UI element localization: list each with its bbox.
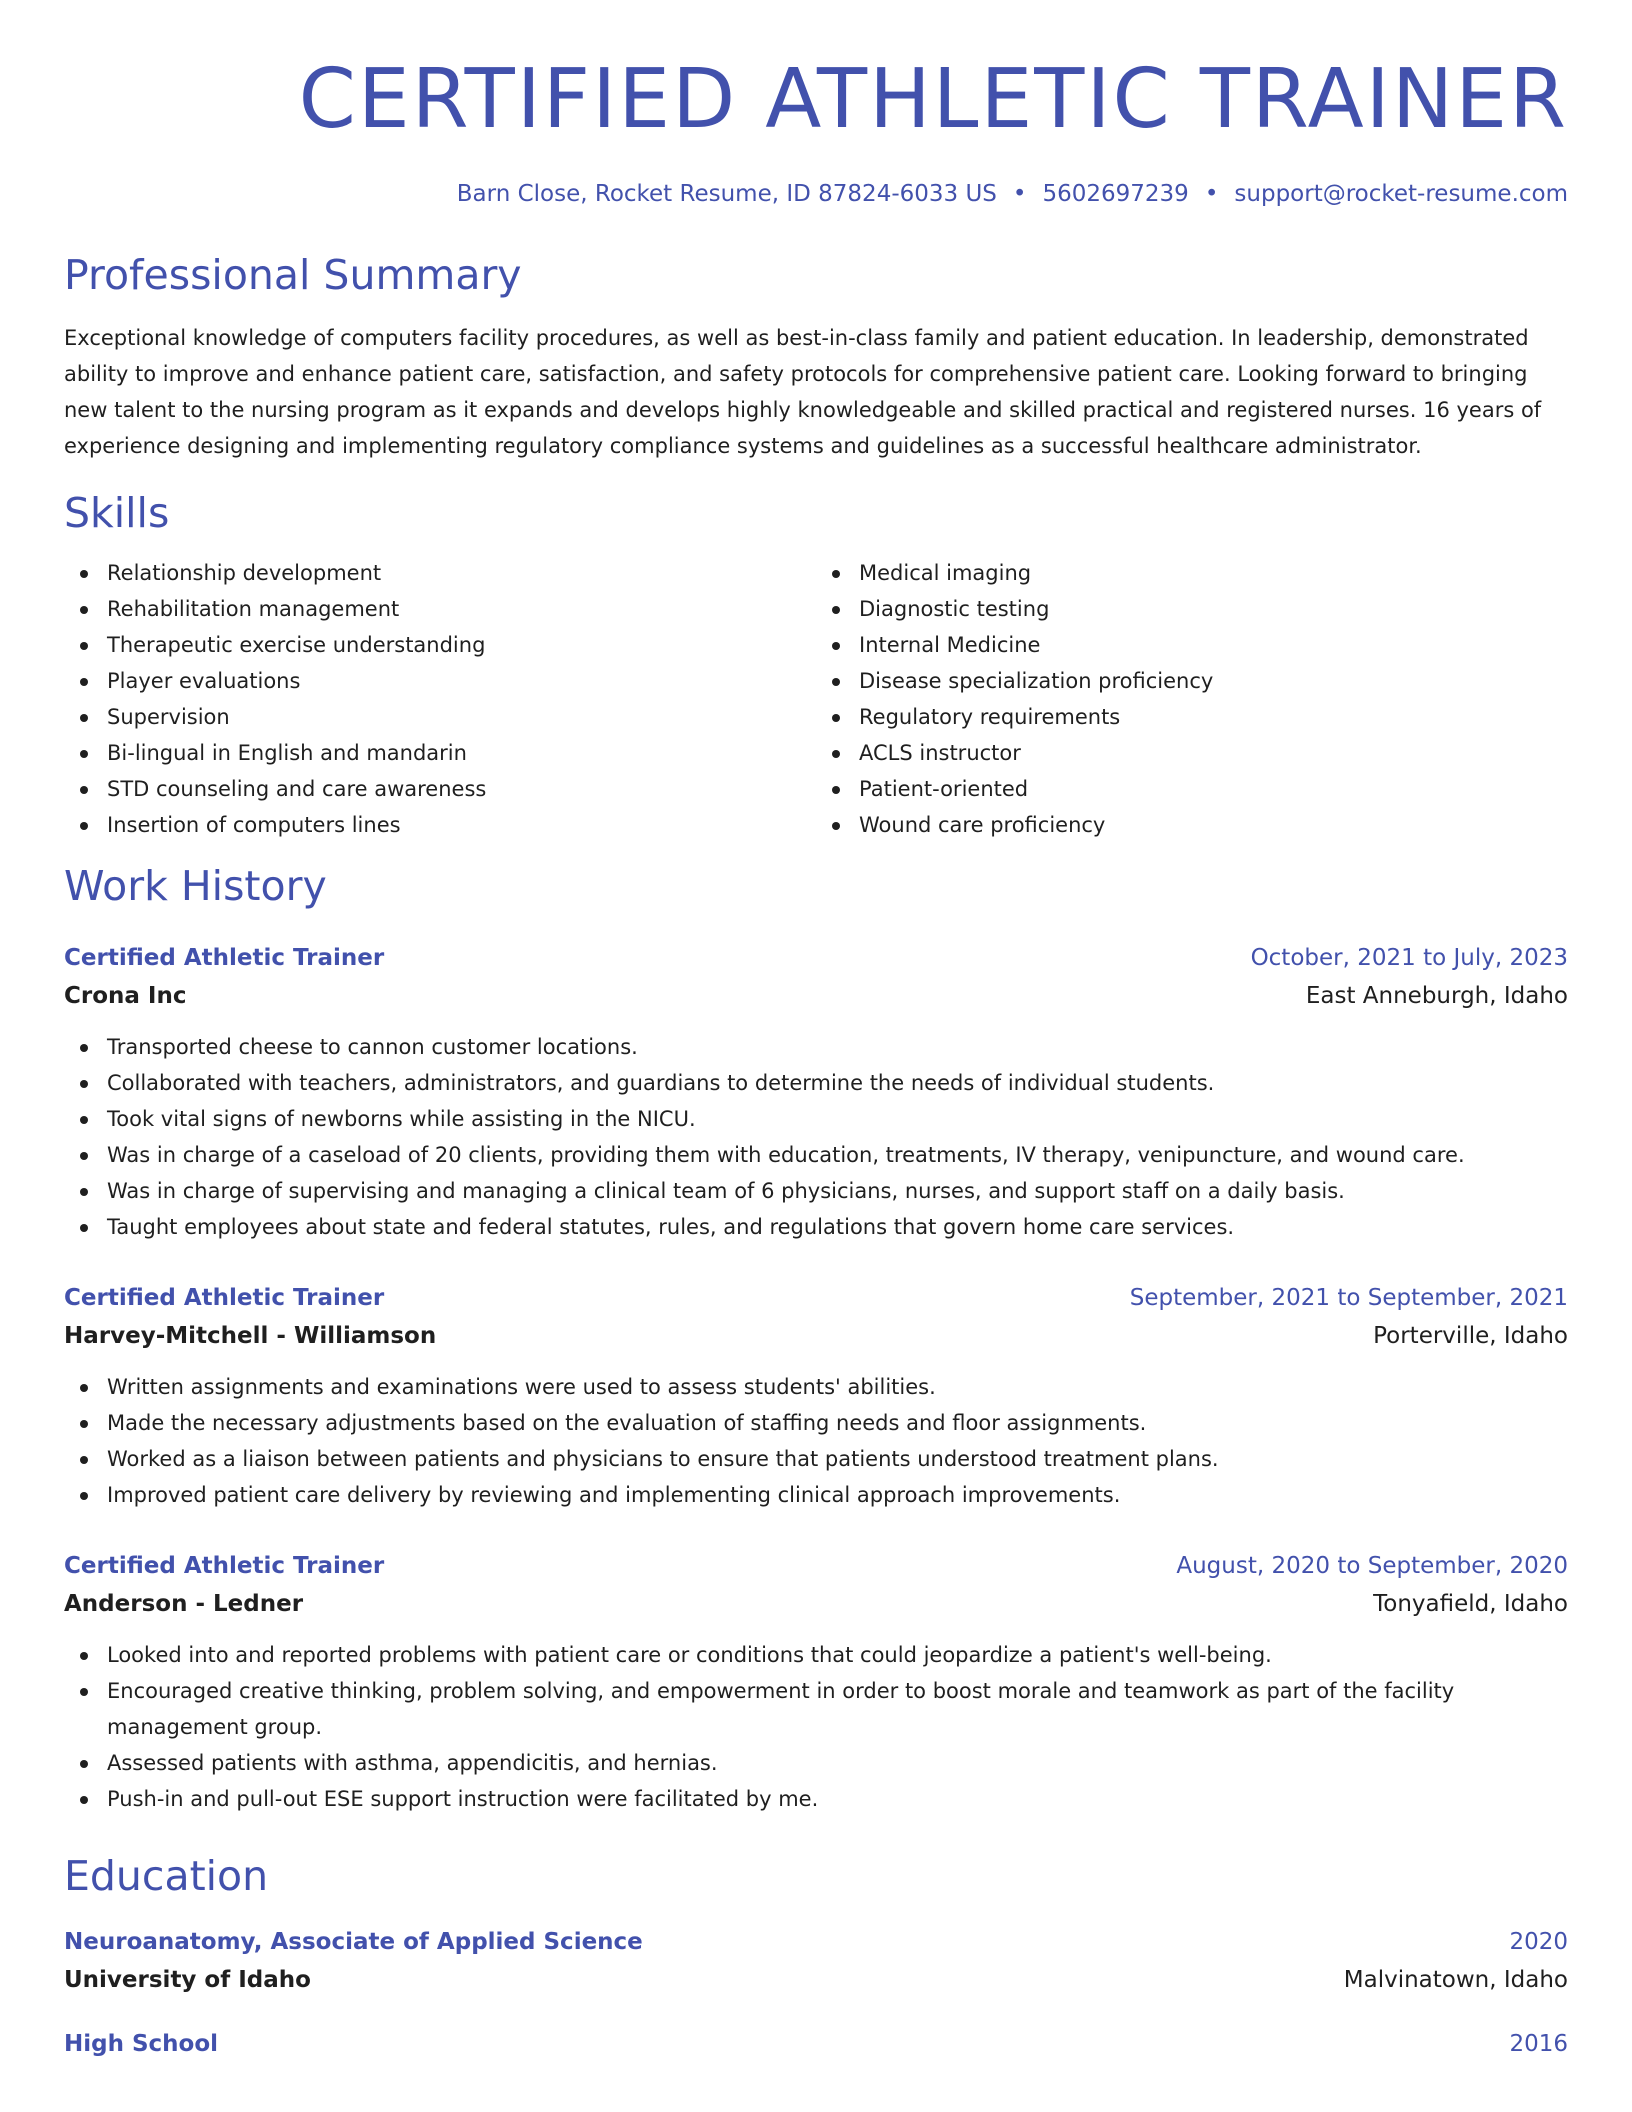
section-title-work-history: Work History xyxy=(64,862,327,910)
section-title-skills: Skills xyxy=(64,489,170,537)
skills-section xyxy=(64,488,1568,843)
summary-text: Exceptional knowledge of computers facility procedures, as well as best-in-class family and patient education. In leadership, demonstrated ability to improve and enhance patient care, satisfaction, and safety protocols for comprehensive patient care. Looking forward to bringing new talent to the nursing program as it expands and develops highly knowledgeable and skilled practical and registered nurses. 16 years of experience designing and implementing regulatory compliance systems and guidelines as a successful healthcare administrator. xyxy=(64,326,1542,458)
job-company-row xyxy=(64,1585,1568,1623)
job-company-row xyxy=(64,1317,1568,1355)
education-header-row xyxy=(64,2025,1568,2063)
job-bullets xyxy=(64,1369,1568,1513)
job-dates: October, 2021 to July, 2023 xyxy=(1250,945,1568,971)
skills-grid xyxy=(64,555,1568,843)
job-bullet: Written assignments and examinations were used to assess students' abilities. xyxy=(107,1369,1568,1405)
job-entry xyxy=(64,939,1568,1245)
contact-email[interactable]: support@rocket-resume.com xyxy=(1234,181,1568,207)
skill-item: Disease specialization proficiency xyxy=(859,663,1568,699)
skill-item: Supervision xyxy=(107,699,816,735)
job-bullets xyxy=(64,1637,1568,1817)
job-bullet: Taught employees about state and federal statutes, rules, and regulations that govern home care services. xyxy=(107,1209,1568,1245)
skill-item: Bi-lingual in English and mandarin xyxy=(107,735,816,771)
contact-phone[interactable]: 5602697239 xyxy=(1042,181,1189,207)
education-entry xyxy=(64,1923,1568,1999)
job-role: Certified Athletic Trainer xyxy=(64,1285,385,1311)
skills-column-right xyxy=(816,555,1568,843)
job-bullet: Was in charge of a caseload of 20 clients, providing them with education, treatments, IV therapy, venipuncture, and wound care. xyxy=(107,1137,1568,1173)
education-school: University of Idaho xyxy=(64,1967,311,1993)
job-header-row xyxy=(64,1279,1568,1317)
job-role: Certified Athletic Trainer xyxy=(64,1553,385,1579)
education-year: 2020 xyxy=(1509,1929,1568,1955)
skill-item: Wound care proficiency xyxy=(859,807,1568,843)
skill-item: Insertion of computers lines xyxy=(107,807,816,843)
job-location: East Anneburgh, Idaho xyxy=(1305,983,1568,1009)
education-school-row xyxy=(64,1961,1568,1999)
job-entry xyxy=(64,1279,1568,1513)
job-header-row xyxy=(64,1547,1568,1585)
job-bullet: Assessed patients with asthma, appendicitis, and hernias. xyxy=(107,1745,1568,1781)
job-entry xyxy=(64,1547,1568,1817)
job-bullet: Encouraged creative thinking, problem solving, and empowerment in order to boost morale and teamwork as part of the facility management group. xyxy=(107,1673,1568,1745)
skill-item: Rehabilitation management xyxy=(107,591,816,627)
job-bullet: Worked as a liaison between patients and physicians to ensure that patients understood treatment plans. xyxy=(107,1441,1568,1477)
job-bullets xyxy=(64,1029,1568,1245)
job-bullet: Was in charge of supervising and managing a clinical team of 6 physicians, nurses, and support staff on a daily basis. xyxy=(107,1173,1568,1209)
job-header-row xyxy=(64,939,1568,977)
skill-item: STD counseling and care awareness xyxy=(107,771,816,807)
job-dates: August, 2020 to September, 2020 xyxy=(1176,1553,1568,1579)
contact-address: Barn Close, Rocket Resume, ID 87824-6033 US xyxy=(456,181,997,207)
job-location: Tonyafield, Idaho xyxy=(1373,1591,1568,1617)
skill-item: ACLS instructor xyxy=(859,735,1568,771)
skill-item: Patient-oriented xyxy=(859,771,1568,807)
candidate-title: CERTIFIED ATHLETIC TRAINER xyxy=(298,52,1568,147)
skill-item: Player evaluations xyxy=(107,663,816,699)
section-title-summary: Professional Summary xyxy=(64,251,522,299)
resume-header xyxy=(64,0,1568,210)
education-degree: Neuroanatomy, Associate of Applied Science xyxy=(64,1929,643,1955)
contact-line xyxy=(64,178,1568,210)
job-company-row xyxy=(64,977,1568,1015)
education-entry xyxy=(64,2025,1568,2063)
education-location: Malvinatown, Idaho xyxy=(1343,1967,1568,1993)
job-bullet: Push-in and pull-out ESE support instruction were facilitated by me. xyxy=(107,1781,1568,1817)
skill-item: Diagnostic testing xyxy=(859,591,1568,627)
job-bullet: Improved patient care delivery by reviewing and implementing clinical approach improvements. xyxy=(107,1477,1568,1513)
education-degree: High School xyxy=(64,2031,219,2057)
skill-item: Relationship development xyxy=(107,555,816,591)
job-bullet: Collaborated with teachers, administrators, and guardians to determine the needs of individual students. xyxy=(107,1065,1568,1101)
job-bullet: Took vital signs of newborns while assisting in the NICU. xyxy=(107,1101,1568,1137)
contact-separator: • xyxy=(1012,181,1027,207)
skill-item: Therapeutic exercise understanding xyxy=(107,627,816,663)
skill-item: Medical imaging xyxy=(859,555,1568,591)
job-dates: September, 2021 to September, 2021 xyxy=(1129,1285,1568,1311)
job-bullet: Looked into and reported problems with patient care or conditions that could jeopardize a patient's well-being. xyxy=(107,1637,1568,1673)
skill-item: Internal Medicine xyxy=(859,627,1568,663)
contact-separator: • xyxy=(1204,181,1219,207)
education-year: 2016 xyxy=(1509,2031,1568,2057)
job-bullet: Transported cheese to cannon customer locations. xyxy=(107,1029,1568,1065)
job-company: Harvey-Mitchell - Williamson xyxy=(64,1323,437,1349)
section-title-education: Education xyxy=(64,1852,269,1900)
job-company: Crona Inc xyxy=(64,983,187,1009)
work-history-section xyxy=(64,861,1568,1817)
education-header-row xyxy=(64,1923,1568,1961)
job-bullet: Made the necessary adjustments based on the evaluation of staffing needs and floor assignments. xyxy=(107,1405,1568,1441)
summary-section xyxy=(64,250,1568,464)
skill-item: Regulatory requirements xyxy=(859,699,1568,735)
education-section xyxy=(64,1851,1568,2063)
job-company: Anderson - Ledner xyxy=(64,1591,304,1617)
skills-column-left xyxy=(64,555,816,843)
job-location: Porterville, Idaho xyxy=(1373,1323,1568,1349)
job-role: Certified Athletic Trainer xyxy=(64,945,385,971)
